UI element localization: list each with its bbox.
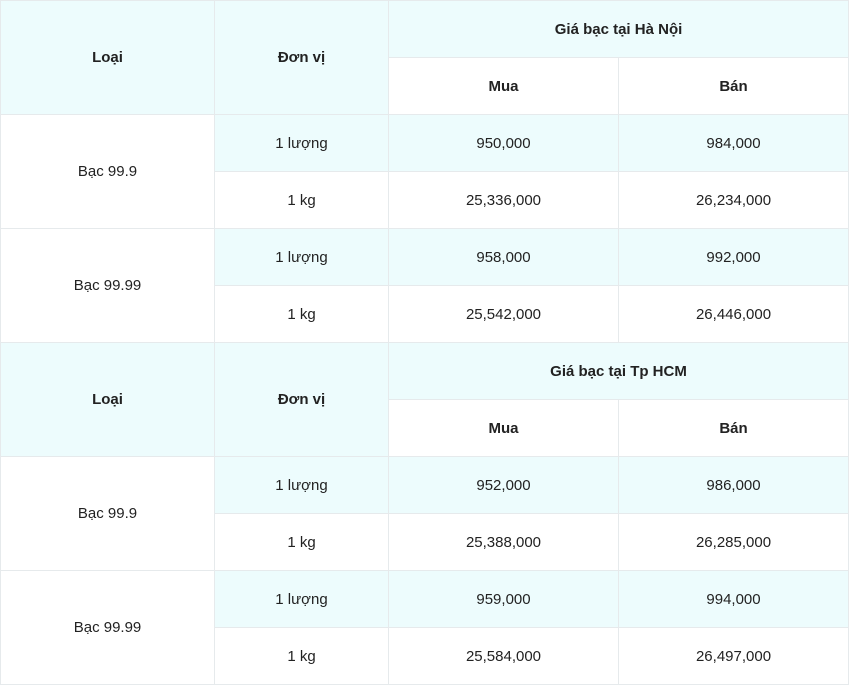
header-row: [1, 1, 849, 58]
sell-price-cell: 26,234,000: [619, 172, 849, 229]
region-header-hanoi: Giá bạc tại Hà Nội: [389, 1, 849, 58]
buy-price-cell: 25,336,000: [389, 172, 619, 229]
unit-column-header: Đơn vị: [215, 1, 389, 115]
type-cell: Bạc 99.99: [1, 571, 215, 685]
unit-cell: 1 lượng: [215, 457, 389, 514]
unit-cell: 1 kg: [215, 628, 389, 685]
sell-price-cell: 26,497,000: [619, 628, 849, 685]
header-row: [1, 343, 849, 400]
buy-price-cell: 25,542,000: [389, 286, 619, 343]
buy-price-cell: 959,000: [389, 571, 619, 628]
buy-price-cell: 958,000: [389, 229, 619, 286]
buy-price-cell: 25,388,000: [389, 514, 619, 571]
sell-price-cell: 992,000: [619, 229, 849, 286]
type-cell: Bạc 99.99: [1, 229, 215, 343]
unit-cell: 1 lượng: [215, 229, 389, 286]
type-column-header: Loại: [1, 1, 215, 115]
type-cell: Bạc 99.9: [1, 457, 215, 571]
sell-price-cell: 984,000: [619, 115, 849, 172]
buy-column-header: Mua: [389, 400, 619, 457]
unit-cell: 1 lượng: [215, 115, 389, 172]
buy-price-cell: 25,584,000: [389, 628, 619, 685]
sell-price-cell: 26,446,000: [619, 286, 849, 343]
unit-column-header: Đơn vị: [215, 343, 389, 457]
sell-column-header: Bán: [619, 400, 849, 457]
sell-price-cell: 986,000: [619, 457, 849, 514]
unit-cell: 1 lượng: [215, 571, 389, 628]
sell-price-cell: 994,000: [619, 571, 849, 628]
type-column-header: Loại: [1, 343, 215, 457]
unit-cell: 1 kg: [215, 172, 389, 229]
table-row: [1, 571, 849, 628]
type-cell: Bạc 99.9: [1, 115, 215, 229]
buy-price-cell: 950,000: [389, 115, 619, 172]
sell-column-header: Bán: [619, 58, 849, 115]
unit-cell: 1 kg: [215, 286, 389, 343]
region-header-hcm: Giá bạc tại Tp HCM: [389, 343, 849, 400]
table-row: [1, 457, 849, 514]
sell-price-cell: 26,285,000: [619, 514, 849, 571]
buy-price-cell: 952,000: [389, 457, 619, 514]
table-row: [1, 229, 849, 286]
unit-cell: 1 kg: [215, 514, 389, 571]
table-row: [1, 115, 849, 172]
buy-column-header: Mua: [389, 58, 619, 115]
